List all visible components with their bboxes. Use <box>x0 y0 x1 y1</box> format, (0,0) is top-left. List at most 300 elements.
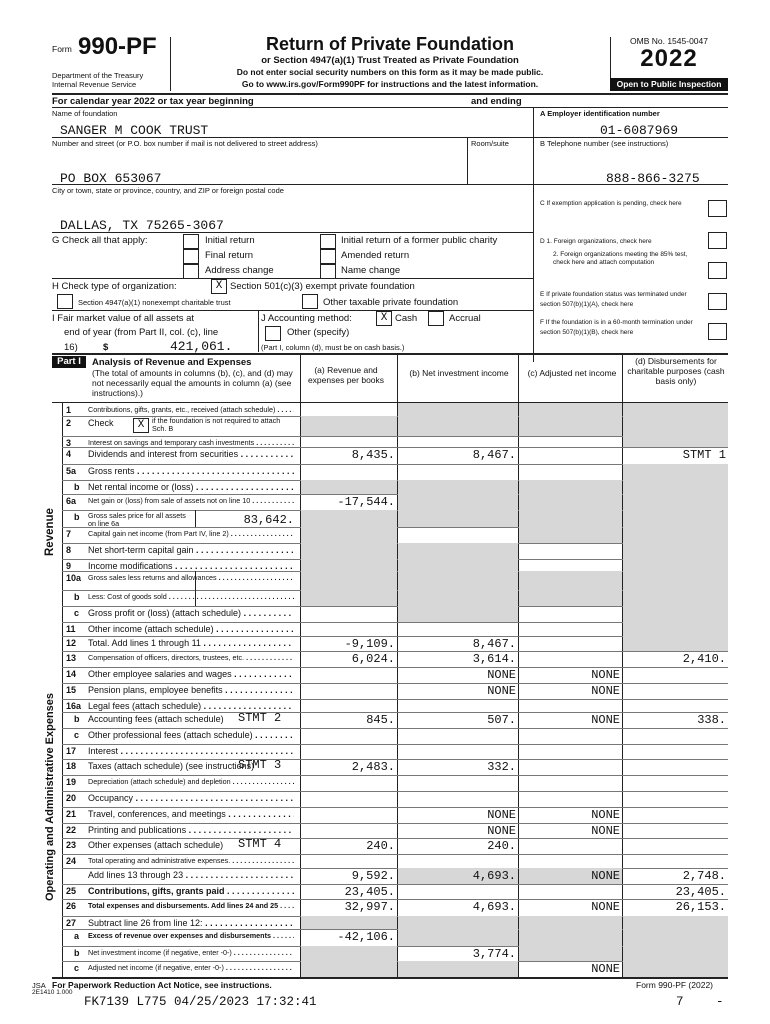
col-c-value: NONE <box>591 808 620 822</box>
shaded-cell <box>519 480 622 494</box>
name-label: Name of foundation <box>52 109 118 118</box>
line-c-checkbox[interactable] <box>708 200 727 217</box>
line-number: a <box>74 931 80 941</box>
fmv-value: 421,061. <box>170 339 233 354</box>
omb-number: OMB No. 1545-0047 <box>630 36 708 46</box>
col-a-header: (a) Revenue and expenses per books <box>307 365 385 385</box>
gross-sales-price-value: 83,642. <box>243 513 294 527</box>
rule <box>52 137 728 138</box>
initial-return-label: Initial return <box>205 235 255 246</box>
line-label <box>88 870 294 880</box>
line-label-text: Gross profit or (loss) (attach schedule) <box>88 608 242 618</box>
col-a-value: 845. <box>366 713 395 727</box>
row-rule <box>62 807 728 808</box>
line-number: 16a <box>66 701 82 711</box>
rule <box>52 977 728 979</box>
shaded-cell <box>398 571 518 590</box>
line-label <box>88 777 294 786</box>
shaded-cell <box>301 527 397 543</box>
fmv-line-2: end of year (from Part II, col. (c), line <box>64 327 219 338</box>
shaded-cell <box>623 543 728 559</box>
other-taxable-checkbox[interactable] <box>302 294 318 309</box>
line-label-text: Compensation of officers, directors, trustees, etc. <box>88 653 245 662</box>
line-number: 9 <box>66 561 72 571</box>
line-number: 7 <box>66 529 72 539</box>
line-number: 11 <box>66 624 76 634</box>
col-c-value: NONE <box>591 668 620 682</box>
accrual-method-label: Accrual <box>449 313 481 324</box>
col-b-value: NONE <box>487 684 516 698</box>
sch-b-note: if the foundation is not required to attach Sch. B <box>152 416 281 433</box>
line-label-text: Total. Add lines 1 through 11 <box>88 638 201 648</box>
line-label-text: Interest on savings and temporary cash investments <box>88 438 255 447</box>
line-number: 25 <box>66 886 77 896</box>
amended-return-checkbox[interactable] <box>320 249 336 264</box>
line-label-text: Interest <box>88 746 119 756</box>
name-change-checkbox[interactable] <box>320 264 336 279</box>
line-label <box>88 438 294 447</box>
dept-line-2: Internal Revenue Service <box>52 80 137 89</box>
line-label-text: Accounting fees (attach schedule) <box>88 714 224 724</box>
line-label-text: Income modifications <box>88 561 173 571</box>
phone-label: B Telephone number (see instructions) <box>540 139 669 148</box>
goto-instructions: Go to www.irs.gov/Form990PF for instructions and the latest information. <box>241 79 539 89</box>
line-number: 10a <box>66 573 82 583</box>
rule <box>397 353 398 402</box>
shaded-cell <box>623 916 728 929</box>
name-change-label: Name change <box>341 265 401 276</box>
501c3-label: Section 501(c)(3) exempt private foundation <box>230 281 415 292</box>
inline-box-rule <box>195 571 196 590</box>
shaded-cell <box>623 636 728 651</box>
line-d2-label: 2. Foreign organizations meeting the 85% test, check here and attach computation <box>553 251 688 266</box>
col-b-value: 4,693. <box>472 869 516 883</box>
ssn-warning: Do not enter social security numbers on this form as it may be made public. <box>236 67 544 77</box>
fmv-dollar-sign: $ <box>103 342 109 353</box>
col-b-value: 3,774. <box>472 947 516 961</box>
row-number-divider <box>62 402 63 977</box>
address-change-label: Address change <box>205 265 274 276</box>
line-number: 27 <box>66 918 77 928</box>
row-rule <box>62 699 728 700</box>
line-label <box>88 496 294 505</box>
line-label-text: Legal fees (attach schedule) <box>88 701 202 711</box>
shaded-cell <box>623 946 728 961</box>
inline-box-rule <box>195 510 196 527</box>
shaded-cell <box>398 403 518 416</box>
former-public-charity-checkbox[interactable] <box>320 234 336 249</box>
line-number: 8 <box>66 545 72 555</box>
shaded-cell <box>301 559 397 571</box>
ein-label: A Employer identification number <box>540 109 660 118</box>
line-number: 12 <box>66 638 77 648</box>
sch-b-not-required-checkbox[interactable]: X <box>133 418 149 433</box>
rule <box>52 353 728 355</box>
shaded-cell <box>519 916 622 929</box>
shaded-cell <box>623 403 728 416</box>
line-label <box>88 624 294 634</box>
col-b-value: 507. <box>487 713 516 727</box>
fmv-line-1: I Fair market value of all assets at <box>52 313 195 324</box>
section-h-label: H Check type of organization: <box>52 281 177 292</box>
shaded-cell <box>301 590 397 606</box>
initial-return-checkbox[interactable] <box>183 234 199 249</box>
line-label <box>88 856 294 865</box>
col-d-value: 23,405. <box>675 885 726 899</box>
other-taxable-label: Other taxable private foundation <box>323 297 459 308</box>
shaded-cell <box>398 590 518 606</box>
rule <box>467 137 468 184</box>
col-c-value: NONE <box>591 900 620 914</box>
line-label-text: Travel, conferences, and meetings <box>88 809 226 819</box>
line-label <box>88 963 294 972</box>
line-number: 4 <box>66 449 72 459</box>
col-b-value: 332. <box>487 760 516 774</box>
line-label <box>88 793 294 803</box>
cash-basis-note: (Part I, column (d), must be on cash basis.) <box>261 343 405 352</box>
shaded-cell <box>519 510 622 527</box>
shaded-cell <box>623 559 728 571</box>
rule <box>258 310 259 352</box>
col-d-value: 2,748. <box>682 869 726 883</box>
line-label-text: Other income (attach schedule) <box>88 624 214 634</box>
row-rule <box>62 683 728 684</box>
line-label <box>88 809 294 819</box>
line-number: 23 <box>66 840 77 850</box>
shaded-cell <box>301 946 397 961</box>
page-number: 7 <box>676 995 684 1009</box>
line-number: 22 <box>66 825 77 835</box>
rule <box>52 184 728 185</box>
line-label <box>88 638 294 648</box>
rule <box>52 278 533 279</box>
shaded-cell <box>519 494 622 510</box>
line-label-text: Net investment income (if negative, enter -0-) <box>88 948 232 957</box>
col-d-value: 26,153. <box>675 900 726 914</box>
line-label-text: Taxes (attach schedule) (see instructions) <box>88 761 255 771</box>
line-label <box>88 918 294 928</box>
col-b-header: (b) Net investment income <box>409 368 509 378</box>
section-g-label: G Check all that apply: <box>52 235 148 246</box>
col-d-value: 2,410. <box>682 652 726 666</box>
line-label-text: Net gain or (loss) from sale of assets not on line 10 <box>88 496 251 505</box>
line-label-text: Gross sales less returns and allowances <box>88 573 217 582</box>
line-label-text: Other employee salaries and wages <box>88 669 232 679</box>
col-b-value: NONE <box>487 808 516 822</box>
line-label-text: Contributions, gifts, grants, etc., received (attach schedule) <box>88 405 276 414</box>
final-return-checkbox[interactable] <box>183 249 199 264</box>
line-number: 15 <box>66 685 77 695</box>
line-label-text: Adjusted net income (if negative, enter -0-) <box>88 963 224 972</box>
row-rule <box>62 744 728 745</box>
col-b-value: 3,614. <box>472 652 516 666</box>
shaded-cell <box>398 929 518 946</box>
shaded-cell <box>398 494 518 510</box>
part1-title-note: (The total of amounts in columns (b), (c), and (d) may not necessarily equal the amounts in column (a) (see instructions).) <box>92 368 293 398</box>
line-label-text: Dividends and interest from securities <box>88 449 239 459</box>
line-number: 26 <box>66 901 77 911</box>
line-label-text: Depreciation (attach schedule) and depletion <box>88 777 231 786</box>
row-rule <box>62 791 728 792</box>
foundation-name: SANGER M COOK TRUST <box>60 123 209 138</box>
city-state-zip: DALLAS, TX 75265-3067 <box>60 218 224 233</box>
line-label <box>88 449 294 459</box>
shaded-cell <box>519 571 622 590</box>
open-to-public-badge: Open to Public Inspection <box>610 78 728 91</box>
statement-reference: STMT 4 <box>238 837 282 851</box>
line-label-text: Occupancy <box>88 793 134 803</box>
shaded-cell <box>623 510 728 527</box>
shaded-cell <box>398 916 518 929</box>
line-number: b <box>74 592 80 602</box>
paperwork-notice: For Paperwork Reduction Act Notice, see instructions. <box>52 980 272 990</box>
calendar-year-label: For calendar year 2022 or tax year beginning <box>52 96 254 107</box>
line-label <box>88 592 294 601</box>
phone-number: 888-866-3275 <box>606 171 700 186</box>
form-code: 2E1410 1.000 <box>32 989 73 996</box>
line-number: b <box>74 714 80 724</box>
and-ending-label: and ending <box>471 96 522 107</box>
line-number: 19 <box>66 777 77 787</box>
line-label <box>88 730 294 740</box>
row-rule <box>62 823 728 824</box>
line-d2-checkbox[interactable] <box>708 262 727 279</box>
line-number: 5a <box>66 466 77 476</box>
col-a-value: 32,997. <box>344 900 395 914</box>
col-a-value: 6,024. <box>351 652 395 666</box>
shaded-cell <box>301 480 397 494</box>
row-rule <box>62 838 728 839</box>
street-address: PO BOX 653067 <box>60 171 162 186</box>
shaded-cell <box>623 606 728 622</box>
4947-trust-label: Section 4947(a)(1) nonexempt charitable trust <box>78 298 231 307</box>
line-e-label: E If private foundation status was terminated under section 507(b)(1)(A), check here <box>540 291 687 308</box>
expenses-side-label: Operating and Administrative Expenses <box>44 692 56 901</box>
rule <box>300 353 301 402</box>
line-number: 18 <box>66 761 77 771</box>
line-number: c <box>74 963 80 973</box>
line-label <box>88 746 294 756</box>
line-label <box>88 701 294 711</box>
shaded-cell <box>301 961 397 977</box>
col-c-value: NONE <box>591 962 620 976</box>
shaded-cell <box>398 416 518 436</box>
shaded-cell <box>398 543 518 559</box>
shaded-cell <box>398 606 518 622</box>
shaded-cell <box>623 494 728 510</box>
shaded-cell <box>519 527 622 543</box>
accrual-method-checkbox[interactable] <box>428 311 444 326</box>
line-number: c <box>74 730 80 740</box>
col-b-value: 8,467. <box>472 448 516 462</box>
line-label <box>88 545 294 555</box>
line-label-text: Other expenses (attach schedule) <box>88 840 224 850</box>
col-d-value: 338. <box>697 713 726 727</box>
row-rule <box>62 728 728 729</box>
line-number: 21 <box>66 809 77 819</box>
line-label <box>88 653 294 662</box>
line-number: b <box>74 948 80 958</box>
line-label-text: Pension plans, employee benefits <box>88 685 223 695</box>
row-rule <box>62 667 728 668</box>
shaded-cell <box>301 416 397 436</box>
col-a-value: -9,109. <box>344 637 395 651</box>
cash-method-checkbox[interactable]: X <box>376 311 392 326</box>
col-c-header: (c) Adjusted net income <box>527 368 617 378</box>
form-title: Return of Private Foundation <box>265 34 514 54</box>
col-a-value: 2,483. <box>351 760 395 774</box>
col-c-value: NONE <box>591 684 620 698</box>
print-stamp: FK7139 L775 04/25/2023 17:32:41 <box>84 995 317 1009</box>
line-label-text: Printing and publications <box>88 825 187 835</box>
line-label <box>88 405 294 414</box>
shaded-cell <box>623 961 728 977</box>
shaded-cell <box>519 946 622 961</box>
form-subtitle: or Section 4947(a)(1) Trust Treated as Private Foundation <box>261 55 519 66</box>
line-number: b <box>74 512 80 522</box>
row-rule <box>62 775 728 776</box>
line-number: 20 <box>66 793 77 803</box>
shaded-cell <box>623 464 728 480</box>
amended-return-label: Amended return <box>341 250 410 261</box>
rule <box>518 353 519 402</box>
line-c-label: C If exemption application is pending, check here <box>540 200 682 207</box>
line-label <box>88 685 294 695</box>
4947-trust-checkbox[interactable] <box>57 294 73 309</box>
col-c-value: NONE <box>591 824 620 838</box>
other-method-label: Other (specify) <box>287 327 350 338</box>
shaded-cell <box>623 590 728 606</box>
shaded-cell <box>623 929 728 946</box>
line-label-text: Total expenses and disbursements. Add lines 24 and 25 <box>88 901 279 910</box>
shaded-cell <box>301 916 397 929</box>
city-label: City or town, state or province, country, and ZIP or foreign postal code <box>52 186 284 195</box>
shaded-cell <box>623 480 728 494</box>
line-label-text: Net short-term capital gain <box>88 545 194 555</box>
cash-method-label: Cash <box>395 313 418 324</box>
line-f-checkbox[interactable] <box>708 323 727 340</box>
rule <box>52 310 533 311</box>
line-label-text: Contributions, gifts, grants paid <box>88 886 225 896</box>
line-label <box>88 608 294 618</box>
col-c-value: NONE <box>591 713 620 727</box>
col-d-value: STMT 1 <box>682 448 726 462</box>
line-number: 6a <box>66 496 77 506</box>
col-a-value: 240. <box>366 839 395 853</box>
statement-reference: STMT 2 <box>238 711 282 725</box>
line-label-text: Gross rents <box>88 466 135 476</box>
line-label-text: Check <box>88 418 114 428</box>
row-rule <box>62 854 728 855</box>
line-f-label: F If the foundation is in a 60-month termination under section 507(b)(1)(B), check here <box>540 319 693 336</box>
col-d-header: (d) Disbursements for charitable purposes (cash basis only) <box>627 356 725 386</box>
shaded-cell <box>623 436 728 447</box>
shaded-cell <box>623 416 728 436</box>
line-label <box>88 669 294 679</box>
other-method-checkbox[interactable] <box>265 326 281 341</box>
final-return-label: Final return <box>205 250 254 261</box>
line-label-text: Other professional fees (attach schedule) <box>88 730 253 740</box>
col-c-value: NONE <box>591 869 620 883</box>
line-number: c <box>74 608 80 618</box>
line-e-checkbox[interactable] <box>708 293 727 310</box>
accounting-method-label: J Accounting method: <box>261 313 352 324</box>
ein-value: 01-6087969 <box>600 123 679 138</box>
statement-reference: STMT 3 <box>238 758 282 772</box>
col-b-value: NONE <box>487 668 516 682</box>
line-label <box>88 901 294 910</box>
line-d1-checkbox[interactable] <box>708 232 727 249</box>
col-a-value: 23,405. <box>344 885 395 899</box>
line-label <box>88 529 294 538</box>
line-label <box>88 886 294 896</box>
line-label <box>88 512 188 528</box>
footer-form-ref: Form 990-PF (2022) <box>636 980 713 990</box>
col-a-value: -17,544. <box>337 495 395 509</box>
part1-title: Analysis of Revenue and Expenses <box>92 357 252 368</box>
room-suite-label: Room/suite <box>471 139 509 148</box>
line-number: 2 <box>66 418 72 428</box>
line-number: 14 <box>66 669 77 679</box>
col-b-value: 240. <box>487 839 516 853</box>
shaded-cell <box>301 571 397 590</box>
line-number: 13 <box>66 653 77 663</box>
dept-line-1: Department of the Treasury <box>52 71 144 80</box>
shaded-cell <box>519 929 622 946</box>
shaded-cell <box>623 527 728 543</box>
inline-box-rule <box>195 590 196 606</box>
rule <box>533 107 534 362</box>
line-label <box>88 482 294 492</box>
line-label-text: Add lines 13 through 23 <box>88 870 184 880</box>
former-public-charity-label: Initial return of a former public charity <box>341 235 498 246</box>
line-label <box>88 931 294 940</box>
shaded-cell <box>398 510 518 527</box>
line-label <box>88 948 294 957</box>
shaded-cell <box>623 622 728 636</box>
line-label-text: Capital gain net income (from Part IV, line 2) <box>88 529 229 538</box>
line-label-text: Gross sales price for all assets on line 6a <box>88 512 186 528</box>
rule <box>622 353 623 402</box>
tax-year: 2022 <box>640 45 698 72</box>
address-change-checkbox[interactable] <box>183 264 199 279</box>
line-d1-label: D 1. Foreign organizations, check here <box>540 238 652 245</box>
line-label-text: Excess of revenue over expenses and disbursements <box>88 931 271 940</box>
form-word: Form <box>52 44 72 54</box>
col-a-value: -42,106. <box>337 930 395 944</box>
shaded-cell <box>519 416 622 436</box>
street-label: Number and street (or P.O. box number if mail is not delivered to street address) <box>52 139 318 148</box>
col-b-value: 4,693. <box>472 900 516 914</box>
line-number: 17 <box>66 746 77 756</box>
revenue-side-label: Revenue <box>44 508 56 556</box>
part-badge: Part I <box>52 356 86 368</box>
501c3-checkbox[interactable]: X <box>211 279 227 294</box>
line-label <box>88 466 294 476</box>
line-label <box>88 825 294 835</box>
rule <box>52 232 533 233</box>
shaded-cell <box>398 961 518 977</box>
line-number: 1 <box>66 405 72 415</box>
shaded-cell <box>301 543 397 559</box>
fmv-line-3: 16) <box>64 342 78 353</box>
shaded-cell <box>398 559 518 571</box>
shaded-cell <box>398 480 518 494</box>
jsa-mark: JSA <box>32 981 46 990</box>
line-label <box>88 561 294 571</box>
row-rule <box>62 759 728 760</box>
line-number: 24 <box>66 856 77 866</box>
